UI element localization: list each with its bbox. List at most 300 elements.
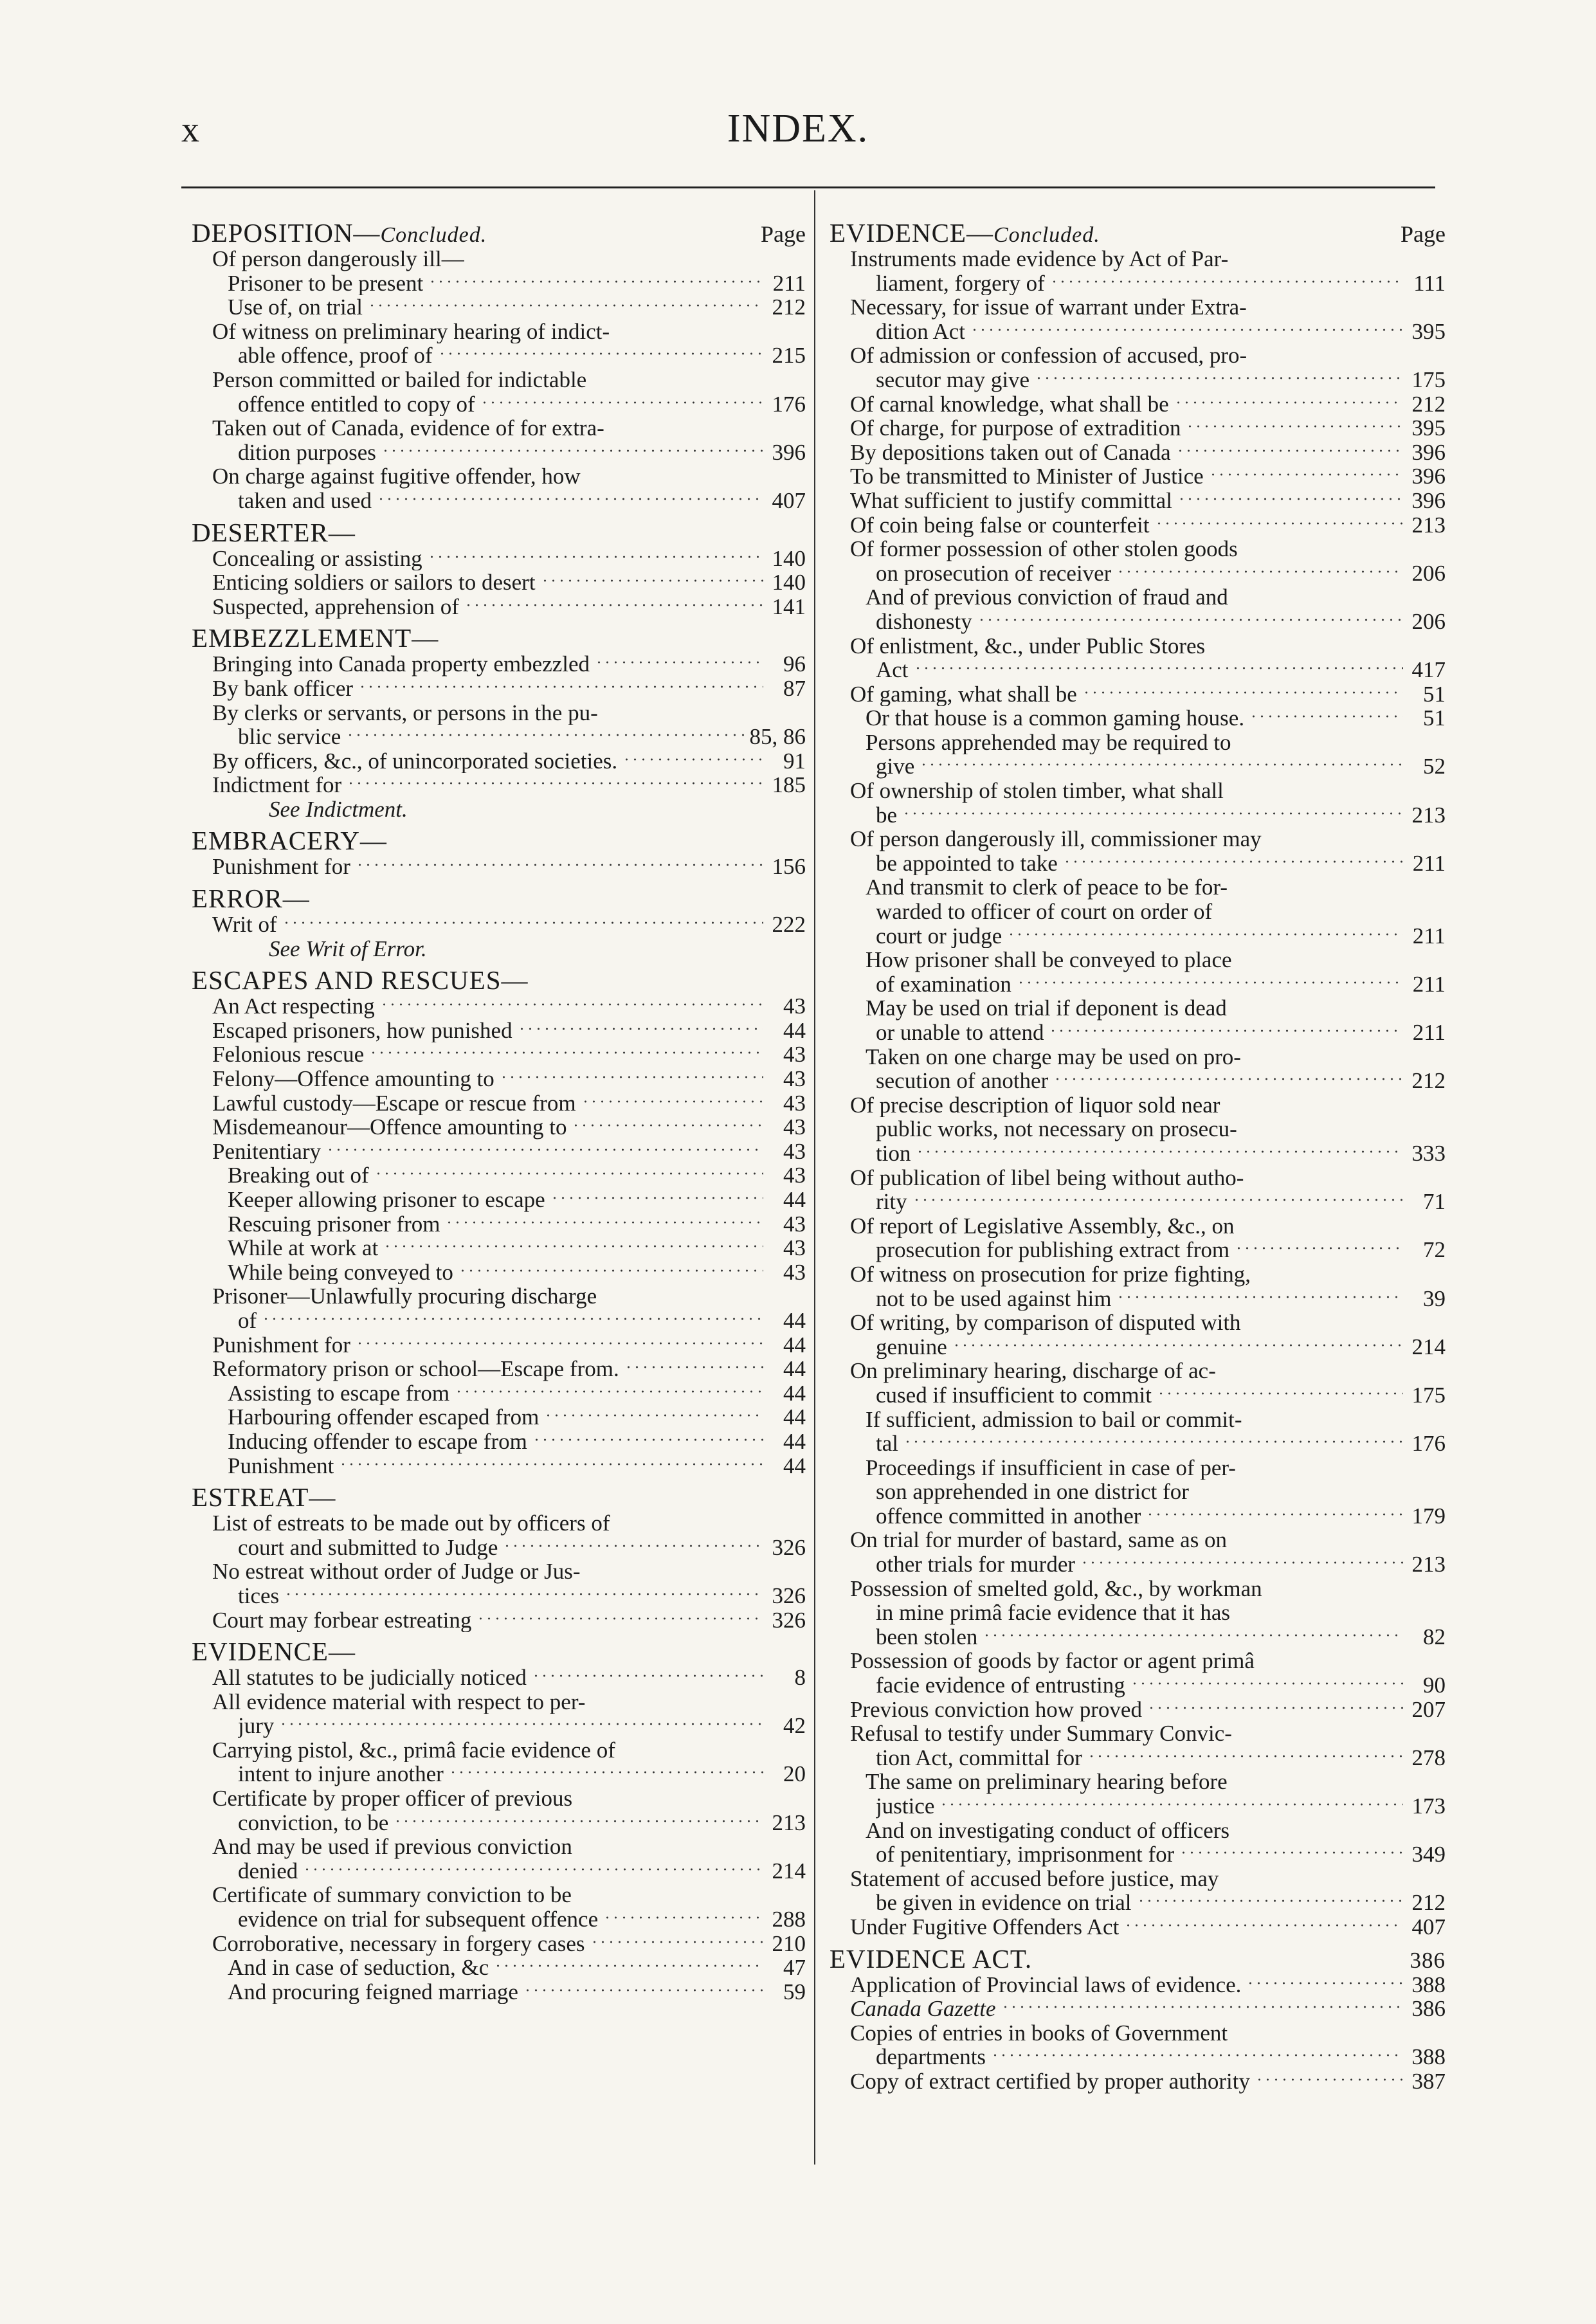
entry-text: departments bbox=[876, 2045, 986, 2069]
index-entry bbox=[192, 912, 806, 937]
page-ref: 47 bbox=[783, 1955, 806, 1981]
entry-text: cused if insufficient to commit bbox=[876, 1383, 1152, 1408]
page-ref: 176 bbox=[772, 391, 806, 417]
entry-text: By depositions taken out of Canada bbox=[850, 440, 1171, 465]
dot-leader bbox=[1082, 684, 1403, 702]
entry-text: By bank officer bbox=[212, 676, 354, 701]
index-entry bbox=[830, 1045, 1446, 1069]
page-ref: 72 bbox=[1423, 1237, 1446, 1263]
page-ref: 175 bbox=[1411, 367, 1446, 392]
page-ref: 214 bbox=[1411, 1334, 1446, 1359]
page-ref: 207 bbox=[1411, 1696, 1446, 1722]
entry-text: Lawful custody—Escape or rescue from bbox=[212, 1091, 576, 1116]
index-heading bbox=[192, 961, 806, 994]
index-entry bbox=[192, 247, 806, 271]
index-heading bbox=[830, 1939, 1446, 1973]
entry-text: Instruments made evidence by Act of Par- bbox=[850, 247, 1229, 271]
page-ref: 213 bbox=[1411, 512, 1446, 538]
entry-text: Writ of bbox=[212, 912, 277, 937]
index-entry bbox=[192, 701, 806, 725]
index-entry bbox=[192, 1115, 806, 1139]
index-entry bbox=[830, 706, 1446, 731]
dot-leader bbox=[494, 1957, 763, 1975]
dot-leader bbox=[503, 1537, 763, 1555]
index-entry bbox=[830, 1287, 1446, 1311]
page-ref: 44 bbox=[783, 1017, 806, 1043]
index-entry bbox=[192, 749, 806, 774]
index-entry bbox=[192, 1260, 806, 1285]
page-ref: 82 bbox=[1423, 1624, 1446, 1649]
entry-text: secution of another bbox=[876, 1069, 1049, 1093]
index-entry bbox=[192, 1405, 806, 1430]
dot-leader bbox=[1249, 707, 1403, 725]
dot-leader bbox=[1209, 466, 1403, 484]
entry-text: tion Act, committal for bbox=[876, 1745, 1082, 1770]
index-entry bbox=[192, 392, 806, 417]
page-ref: 44 bbox=[783, 1187, 806, 1212]
page-ref: 386 bbox=[1410, 1947, 1446, 1973]
entry-text: And in case of seduction, &c bbox=[228, 1956, 489, 1980]
index-entry bbox=[830, 537, 1446, 561]
index-entry bbox=[192, 1188, 806, 1212]
dot-leader bbox=[449, 1763, 763, 1781]
index-entry bbox=[192, 1333, 806, 1357]
heading-text: EMBEZZLEMENT— bbox=[192, 623, 439, 653]
dot-leader bbox=[532, 1431, 763, 1449]
entry-text: By clerks or servants, or persons in the pu- bbox=[212, 700, 598, 725]
dot-leader bbox=[1177, 490, 1403, 508]
dot-leader bbox=[464, 596, 763, 614]
index-entry bbox=[830, 1973, 1446, 1997]
entry-text: tices bbox=[238, 1583, 280, 1608]
entry-text: Penitentiary bbox=[212, 1139, 322, 1164]
dot-leader bbox=[977, 611, 1403, 629]
entry-text: Canada Gazette bbox=[850, 1997, 996, 2021]
index-entry bbox=[192, 1980, 806, 2004]
entry-text: The same on preliminary hearing before bbox=[866, 1770, 1228, 1794]
index-entry bbox=[192, 1284, 806, 1309]
entry-text: And may be used if previous conviction bbox=[212, 1835, 572, 1859]
index-entry bbox=[192, 994, 806, 1019]
page-ref: 43 bbox=[783, 1259, 806, 1285]
column-heading bbox=[192, 217, 806, 247]
entry-text: Reformatory prison or school—Escape from. bbox=[212, 1357, 619, 1381]
entry-text: While at work at bbox=[228, 1236, 379, 1260]
dot-leader bbox=[1001, 1998, 1403, 2016]
dot-leader bbox=[1080, 1554, 1403, 1572]
page-title: INDEX. bbox=[727, 107, 869, 150]
page-ref: 87 bbox=[783, 675, 806, 701]
page-ref: 212 bbox=[1411, 1068, 1446, 1094]
entry-text: On charge against fugitive offender, how bbox=[212, 464, 581, 489]
entry-text: Rescuing prisoner from bbox=[228, 1212, 440, 1237]
entry-text: Necessary, for issue of warrant under Extra- bbox=[850, 295, 1247, 320]
dot-leader bbox=[952, 1336, 1403, 1354]
index-entry bbox=[830, 1915, 1446, 1939]
dot-leader bbox=[518, 1020, 763, 1038]
entry-text: Previous conviction how proved bbox=[850, 1697, 1142, 1722]
index-entry bbox=[830, 2021, 1446, 2046]
index-entry bbox=[830, 247, 1446, 271]
index-entry bbox=[830, 368, 1446, 392]
index-entry bbox=[830, 416, 1446, 440]
index-entry bbox=[830, 1577, 1446, 1601]
page-ref: 20 bbox=[783, 1761, 806, 1787]
index-entry bbox=[192, 1511, 806, 1536]
index-entry bbox=[192, 489, 806, 513]
page-ref: 386 bbox=[1411, 1996, 1446, 2022]
index-entry bbox=[830, 1842, 1446, 1867]
index-entry bbox=[830, 295, 1446, 320]
entry-text: Of ownership of stolen timber, what shall bbox=[850, 779, 1224, 803]
page-ref: 43 bbox=[783, 1163, 806, 1188]
dot-leader bbox=[595, 653, 763, 671]
dot-leader bbox=[970, 321, 1403, 339]
entry-text: Breaking out of bbox=[228, 1163, 369, 1188]
entry-text: May be used on trial if deponent is dead bbox=[866, 996, 1227, 1021]
page-ref: 71 bbox=[1423, 1189, 1446, 1215]
page-ref: 173 bbox=[1411, 1793, 1446, 1819]
entry-text: not to be used against him bbox=[876, 1286, 1112, 1311]
index-entry bbox=[830, 440, 1446, 465]
index-entry bbox=[830, 1721, 1446, 1746]
index-entry bbox=[830, 875, 1446, 900]
index-entry bbox=[830, 1093, 1446, 1118]
heading-text: DESERTER— bbox=[192, 517, 356, 547]
entry-text: Statement of accused before justice, may bbox=[850, 1866, 1219, 1891]
entry-text: offence committed in another bbox=[876, 1503, 1141, 1529]
entry-text: tal bbox=[876, 1431, 898, 1456]
dot-leader bbox=[346, 726, 744, 744]
page-ref: 388 bbox=[1411, 1972, 1446, 1997]
page-ref: 43 bbox=[783, 994, 806, 1019]
entry-text: Bringing into Canada property embezzled bbox=[212, 652, 590, 676]
entry-text: Of writing, by comparison of disputed with bbox=[850, 1311, 1241, 1335]
dot-leader bbox=[914, 659, 1403, 677]
entry-text: An Act respecting bbox=[212, 994, 375, 1019]
entry-text: Of witness on preliminary hearing of indict- bbox=[212, 319, 610, 344]
index-entry bbox=[192, 1932, 806, 1956]
entry-text: Of precise description of liquor sold near bbox=[850, 1093, 1220, 1118]
index-entry bbox=[192, 676, 806, 701]
page-ref: 8 bbox=[794, 1665, 806, 1691]
index-entry bbox=[192, 725, 806, 749]
entry-text: rity bbox=[876, 1190, 907, 1214]
entry-text: other trials for murder bbox=[876, 1552, 1076, 1577]
dot-leader bbox=[541, 572, 763, 590]
entry-text: No estreat without order of Judge or Jus- bbox=[212, 1559, 581, 1584]
dot-leader bbox=[262, 1310, 763, 1328]
index-entries bbox=[830, 247, 1446, 2094]
index-entry bbox=[192, 797, 806, 822]
entry-text: Of gaming, what shall be bbox=[850, 682, 1077, 707]
index-entry bbox=[830, 996, 1446, 1021]
index-entry bbox=[830, 924, 1446, 949]
dot-leader bbox=[1035, 369, 1403, 387]
index-heading bbox=[192, 619, 806, 652]
header-rule bbox=[181, 186, 1435, 188]
index-entry bbox=[192, 416, 806, 440]
entry-text: Punishment bbox=[228, 1453, 334, 1478]
index-entry bbox=[830, 754, 1446, 779]
entry-text: warded to officer of court on order of bbox=[876, 900, 1213, 924]
index-entry bbox=[830, 271, 1446, 296]
index-entry bbox=[830, 513, 1446, 538]
dot-leader bbox=[358, 678, 763, 696]
page-ref: 222 bbox=[772, 912, 806, 938]
entry-text: prosecution for publishing extract from bbox=[876, 1238, 1230, 1262]
entry-text: Use of, on trial bbox=[228, 295, 363, 320]
page-ref: 407 bbox=[1411, 1914, 1446, 1939]
index-entry bbox=[830, 1311, 1446, 1335]
index-entry bbox=[192, 855, 806, 879]
index-entries bbox=[192, 247, 806, 2004]
page-ref: 39 bbox=[1423, 1285, 1446, 1311]
index-entry bbox=[192, 1454, 806, 1478]
page-ref: 395 bbox=[1411, 318, 1446, 344]
dot-leader bbox=[590, 1933, 763, 1951]
entry-text: Punishment for bbox=[212, 855, 350, 880]
entry-text: court and submitted to Judge bbox=[238, 1535, 498, 1560]
dot-leader bbox=[1146, 1505, 1403, 1523]
index-entry bbox=[830, 803, 1446, 828]
page-ref: 51 bbox=[1423, 681, 1446, 707]
dot-leader bbox=[1124, 1916, 1403, 1934]
index-entry bbox=[830, 1770, 1446, 1794]
entry-text: conviction, to be bbox=[238, 1810, 389, 1835]
index-entry bbox=[830, 1262, 1446, 1287]
index-entry bbox=[192, 773, 806, 797]
page-ref: 59 bbox=[783, 1979, 806, 2004]
page-ref: 213 bbox=[1411, 1552, 1446, 1577]
dot-leader bbox=[303, 1860, 763, 1878]
dot-leader bbox=[438, 345, 763, 363]
entry-text: Felony—Offence amounting to bbox=[212, 1067, 494, 1091]
index-entry bbox=[830, 1649, 1446, 1673]
entry-text: Of charge, for purpose of extradition bbox=[850, 416, 1181, 440]
dot-leader bbox=[369, 1044, 763, 1062]
dot-leader bbox=[282, 914, 763, 932]
index-entry bbox=[192, 1738, 806, 1763]
index-entry bbox=[192, 1042, 806, 1067]
page-ref: 44 bbox=[783, 1404, 806, 1430]
dot-leader bbox=[284, 1585, 763, 1603]
page-ref: 212 bbox=[1411, 1890, 1446, 1916]
entry-text: Of carnal knowledge, what shall be bbox=[850, 392, 1169, 417]
entry-text: Certificate of summary conviction to be bbox=[212, 1883, 572, 1908]
entry-text: Of admission or confession of accused, pro- bbox=[850, 343, 1247, 368]
index-entry bbox=[830, 489, 1446, 513]
page-ref: 206 bbox=[1411, 608, 1446, 634]
index-entry bbox=[830, 1359, 1446, 1383]
page-ref: 44 bbox=[783, 1428, 806, 1454]
page-ref: 396 bbox=[1411, 439, 1446, 465]
page-ref: 215 bbox=[772, 343, 806, 368]
dot-leader bbox=[374, 1165, 763, 1183]
entry-text: dition Act bbox=[876, 319, 966, 344]
entry-text: of penitentiary, imprisonment for bbox=[876, 1842, 1175, 1867]
entry-text: Inducing offender to escape from bbox=[228, 1429, 527, 1454]
entry-text: Harbouring offender escaped from bbox=[228, 1405, 540, 1430]
page-ref: 96 bbox=[783, 651, 806, 677]
entry-text: List of estreats to be made out by officers of bbox=[212, 1511, 610, 1536]
index-entry bbox=[192, 368, 806, 392]
index-entry bbox=[192, 1357, 806, 1381]
entry-text: public works, not necessary on prosecu- bbox=[876, 1117, 1237, 1141]
entry-text: Taken out of Canada, evidence of for extra- bbox=[212, 416, 604, 440]
page-ref: 43 bbox=[783, 1235, 806, 1261]
dot-leader bbox=[339, 1455, 763, 1473]
page-ref: 43 bbox=[783, 1090, 806, 1116]
entry-text: Corroborative, necessary in forgery cases bbox=[212, 1931, 585, 1956]
entry-text: Under Fugitive Offenders Act bbox=[850, 1914, 1120, 1939]
index-entry bbox=[830, 1383, 1446, 1408]
dot-leader bbox=[500, 1068, 763, 1086]
entry-text: dishonesty bbox=[876, 609, 972, 634]
entry-text: be appointed to take bbox=[876, 851, 1058, 876]
index-entry bbox=[830, 585, 1446, 610]
page-ref: 44 bbox=[783, 1453, 806, 1478]
entry-text: be bbox=[876, 803, 898, 828]
index-entry bbox=[192, 1907, 806, 1932]
entry-text: secutor may give bbox=[876, 367, 1030, 392]
dot-leader bbox=[383, 1237, 763, 1255]
dot-leader bbox=[523, 1981, 763, 1999]
page-ref: 278 bbox=[1411, 1745, 1446, 1770]
index-entry bbox=[192, 1859, 806, 1884]
dot-leader bbox=[1007, 925, 1403, 943]
index-entry bbox=[192, 1811, 806, 1835]
entry-text: What sufficient to justify committal bbox=[850, 488, 1172, 513]
dot-leader bbox=[356, 856, 763, 874]
index-entry bbox=[192, 1584, 806, 1608]
index-entry bbox=[830, 1141, 1446, 1166]
dot-leader bbox=[1049, 1022, 1403, 1040]
entry-text: And procuring feigned marriage bbox=[228, 1979, 518, 2004]
page-ref: 43 bbox=[783, 1042, 806, 1067]
entry-text: dition purposes bbox=[238, 440, 376, 465]
dot-leader bbox=[920, 756, 1403, 774]
index-entry bbox=[830, 561, 1446, 586]
page-ref: 44 bbox=[783, 1356, 806, 1382]
dot-leader bbox=[380, 995, 763, 1013]
page-ref: 211 bbox=[1412, 850, 1446, 876]
dot-leader bbox=[1235, 1239, 1403, 1257]
index-entry bbox=[192, 1536, 806, 1560]
dot-leader bbox=[903, 1433, 1403, 1451]
dot-leader bbox=[326, 1141, 763, 1159]
entry-text: Assisting to escape from bbox=[228, 1381, 450, 1406]
index-entry bbox=[830, 1997, 1446, 2021]
index-entry bbox=[192, 1212, 806, 1237]
index-entry bbox=[192, 271, 806, 296]
entry-text: Of person dangerously ill, commissioner may bbox=[850, 827, 1262, 851]
dot-leader bbox=[1255, 2071, 1403, 2089]
dot-leader bbox=[1246, 1974, 1403, 1992]
page-ref: 387 bbox=[1411, 2068, 1446, 2094]
page-ref: 52 bbox=[1423, 754, 1446, 779]
page-ref: 396 bbox=[1411, 464, 1446, 489]
entry-text: Of coin being false or counterfeit bbox=[850, 513, 1150, 538]
page-ref: 111 bbox=[1413, 270, 1446, 296]
index-entry bbox=[830, 972, 1446, 997]
entry-text: able offence, proof of bbox=[238, 343, 433, 368]
entry-text: Felonious rescue bbox=[212, 1042, 365, 1067]
index-entry bbox=[830, 731, 1446, 755]
index-entry bbox=[830, 634, 1446, 658]
index-entry bbox=[830, 1069, 1446, 1093]
dot-leader bbox=[1157, 1384, 1403, 1403]
page-ref: 333 bbox=[1411, 1140, 1446, 1166]
entry-text: See Writ of Error. bbox=[269, 936, 427, 961]
page-ref: 288 bbox=[772, 1907, 806, 1932]
index-entry bbox=[192, 1835, 806, 1859]
entry-text: Enticing soldiers or sailors to desert bbox=[212, 570, 536, 595]
dot-leader bbox=[480, 394, 763, 412]
index-entry bbox=[830, 1601, 1446, 1625]
entry-text: evidence on trial for subsequent offence bbox=[238, 1907, 599, 1932]
page-column-label: Page bbox=[1401, 221, 1446, 247]
page-ref: 91 bbox=[783, 748, 806, 774]
dot-leader bbox=[1147, 1699, 1403, 1717]
index-entry bbox=[830, 1746, 1446, 1770]
page-ref: 417 bbox=[1411, 657, 1446, 683]
index-entry bbox=[830, 1456, 1446, 1480]
index-entry bbox=[192, 1690, 806, 1714]
entry-text: been stolen bbox=[876, 1624, 978, 1649]
entry-text: Act bbox=[876, 658, 909, 682]
dot-leader bbox=[356, 1334, 763, 1352]
entry-text: Misdemeanour—Offence amounting to bbox=[212, 1115, 567, 1139]
index-entry bbox=[192, 343, 806, 368]
entry-text: son apprehended in one district for bbox=[876, 1480, 1189, 1504]
dot-leader bbox=[912, 1191, 1403, 1209]
index-entry bbox=[192, 1559, 806, 1584]
dot-leader bbox=[991, 2046, 1403, 2064]
entry-text: Copy of extract certified by proper authority bbox=[850, 2069, 1251, 2094]
entry-text: Application of Provincial laws of evidence. bbox=[850, 1972, 1242, 1997]
page-ref: 211 bbox=[1412, 971, 1446, 997]
entry-text: or unable to attend bbox=[876, 1021, 1044, 1045]
entry-text: Of person dangerously ill— bbox=[212, 247, 464, 271]
entry-text: Prisoner to be present bbox=[228, 271, 424, 296]
dot-leader bbox=[622, 750, 763, 768]
index-entry bbox=[192, 1067, 806, 1091]
index-entry bbox=[830, 1891, 1446, 1915]
index-entry bbox=[830, 1625, 1446, 1649]
entry-text: be given in evidence on trial bbox=[876, 1891, 1132, 1915]
index-entry bbox=[830, 1552, 1446, 1577]
index-entry bbox=[830, 658, 1446, 682]
dot-leader bbox=[1053, 1070, 1403, 1088]
index-entry bbox=[830, 851, 1446, 876]
dot-leader bbox=[983, 1626, 1403, 1644]
entry-text: All evidence material with respect to per- bbox=[212, 1689, 586, 1714]
dot-leader bbox=[1116, 1288, 1403, 1306]
index-entry bbox=[192, 1786, 806, 1811]
index-entry bbox=[192, 1381, 806, 1406]
page-ref: 213 bbox=[1411, 802, 1446, 828]
heading-text: ERROR— bbox=[192, 884, 310, 914]
entry-text: Possession of goods by factor or agent primâ bbox=[850, 1649, 1255, 1674]
index-entry bbox=[830, 1673, 1446, 1698]
entry-text: Possession of smelted gold, &c., by workman bbox=[850, 1576, 1262, 1601]
dot-leader bbox=[279, 1715, 763, 1733]
entry-text: Certificate by proper officer of previous bbox=[212, 1786, 573, 1811]
page-ref: 43 bbox=[783, 1211, 806, 1237]
dot-leader bbox=[455, 1383, 763, 1401]
index-entry bbox=[192, 1019, 806, 1043]
